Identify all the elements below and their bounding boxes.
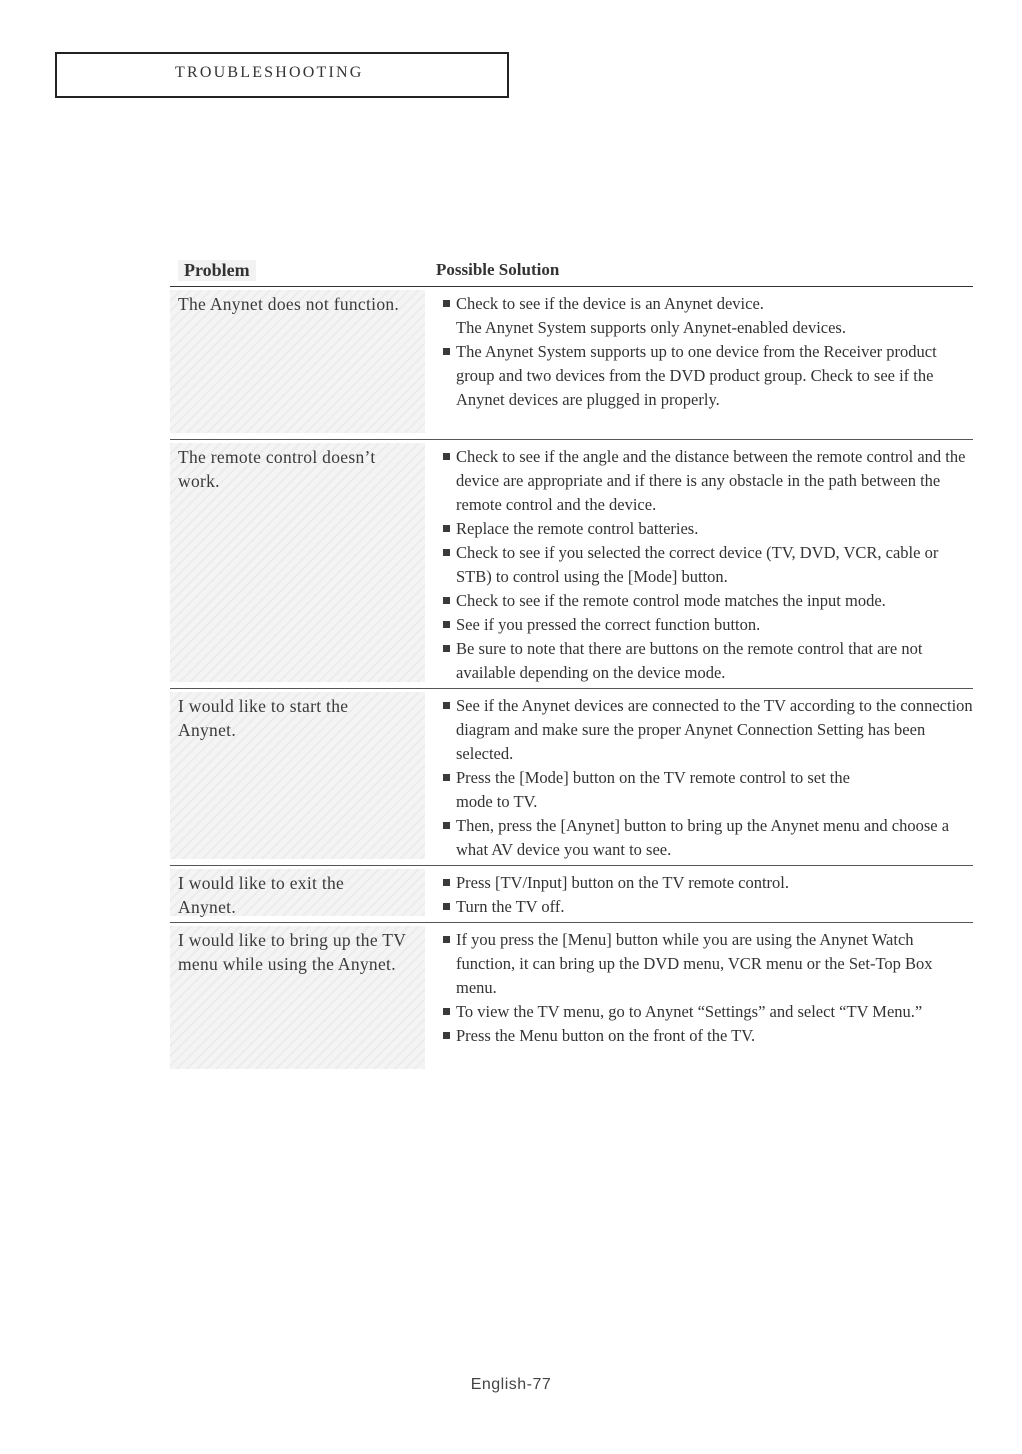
solution-text: Press [TV/Input] button on the TV remote control. bbox=[456, 873, 790, 892]
problem-text: The Anynet does not function. bbox=[178, 294, 400, 314]
solution-text: See if the Anynet devices are connected to the TV according to the connection diagram and make sure the proper Anynet Connection Setting has been selected. bbox=[456, 696, 973, 763]
solution-text: Replace the remote control batteries. bbox=[456, 519, 699, 538]
bullet-icon bbox=[443, 822, 450, 829]
solution-item bbox=[437, 316, 973, 340]
problem-cell bbox=[170, 692, 425, 859]
solution-item bbox=[437, 1000, 973, 1024]
solution-item bbox=[437, 613, 973, 637]
solution-cell bbox=[437, 692, 973, 862]
solution-text: If you press the [Menu] button while you are using the Anynet Watch function, it can bring up the DVD menu, VCR menu or the Set-Top Box menu. bbox=[456, 930, 933, 997]
solution-item bbox=[437, 814, 973, 862]
solution-item bbox=[437, 541, 973, 589]
bullet-icon bbox=[443, 525, 450, 532]
bullet-icon bbox=[443, 300, 450, 307]
bullet-icon bbox=[443, 549, 450, 556]
table-row bbox=[170, 866, 973, 923]
solution-text: Check to see if you selected the correct device (TV, DVD, VCR, cable or STB) to control using the [Mode] button. bbox=[456, 543, 939, 586]
page-number: English-77 bbox=[470, 1376, 552, 1393]
table-row bbox=[170, 287, 973, 440]
solution-text: Press the Menu button on the front of the TV. bbox=[456, 1026, 756, 1045]
page-title: TROUBLESHOOTING bbox=[175, 64, 364, 81]
solution-cell bbox=[437, 290, 973, 412]
bullet-icon bbox=[443, 597, 450, 604]
solution-cell bbox=[437, 926, 973, 1048]
table-row bbox=[170, 923, 973, 1075]
solution-cell bbox=[437, 869, 973, 919]
page-header bbox=[55, 52, 509, 98]
solution-item bbox=[437, 517, 973, 541]
solution-item bbox=[437, 871, 973, 895]
solution-text: Check to see if the device is an Anynet device. bbox=[456, 294, 764, 313]
solution-text: See if you pressed the correct function button. bbox=[456, 615, 761, 634]
column-header-solution: Possible Solution bbox=[436, 260, 560, 279]
bullet-icon bbox=[443, 621, 450, 628]
solution-text: Press the [Mode] button on the TV remote control to set the mode to TV. bbox=[456, 768, 850, 811]
bullet-icon bbox=[443, 879, 450, 886]
solution-text: The Anynet System supports only Anynet-enabled devices. bbox=[456, 318, 846, 337]
solution-text: Be sure to note that there are buttons on the remote control that are not available depending on the device mode. bbox=[456, 639, 923, 682]
table-row bbox=[170, 689, 973, 866]
bullet-icon bbox=[443, 645, 450, 652]
problem-text: I would like to start the Anynet. bbox=[178, 696, 349, 740]
problem-cell bbox=[170, 926, 425, 1069]
bullet-icon bbox=[443, 1008, 450, 1015]
bullet-icon bbox=[443, 936, 450, 943]
solution-text: The Anynet System supports up to one device from the Receiver product group and two devices from the DVD product group. Check to see if the Anynet devices are plugged in properly. bbox=[456, 342, 937, 409]
bullet-icon bbox=[443, 903, 450, 910]
problem-cell bbox=[170, 443, 425, 682]
bullet-icon bbox=[443, 453, 450, 460]
solution-text: To view the TV menu, go to Anynet “Settings” and select “TV Menu.” bbox=[456, 1002, 923, 1021]
solution-item bbox=[437, 766, 973, 814]
troubleshooting-table bbox=[170, 258, 973, 1075]
table-header bbox=[170, 258, 973, 287]
problem-cell bbox=[170, 869, 425, 916]
column-header-problem: Problem bbox=[178, 260, 256, 281]
solution-text: Check to see if the remote control mode matches the input mode. bbox=[456, 591, 886, 610]
problem-text: The remote control doesn’t work. bbox=[178, 447, 376, 491]
solution-item bbox=[437, 637, 973, 685]
solution-text: Check to see if the angle and the distance between the remote control and the device are appropriate and if there is any obstacle in the path between the remote control and the device. bbox=[456, 447, 966, 514]
solution-item bbox=[437, 694, 973, 766]
solution-item bbox=[437, 589, 973, 613]
solution-item bbox=[437, 1024, 973, 1048]
solution-item bbox=[437, 340, 973, 412]
bullet-icon bbox=[443, 702, 450, 709]
solution-item bbox=[437, 292, 973, 316]
bullet-icon bbox=[443, 348, 450, 355]
solution-item bbox=[437, 445, 973, 517]
table-row bbox=[170, 440, 973, 689]
solution-cell bbox=[437, 443, 973, 685]
problem-cell bbox=[170, 290, 425, 433]
problem-text: I would like to bring up the TV menu while using the Anynet. bbox=[178, 930, 406, 974]
solution-item bbox=[437, 928, 973, 1000]
bullet-icon bbox=[443, 1032, 450, 1039]
problem-text: I would like to exit the Anynet. bbox=[178, 873, 345, 917]
solution-text: Then, press the [Anynet] button to bring up the Anynet menu and choose a what AV device you want to see. bbox=[456, 816, 950, 859]
solution-text: Turn the TV off. bbox=[456, 897, 565, 916]
solution-item bbox=[437, 895, 973, 919]
bullet-icon bbox=[443, 774, 450, 781]
